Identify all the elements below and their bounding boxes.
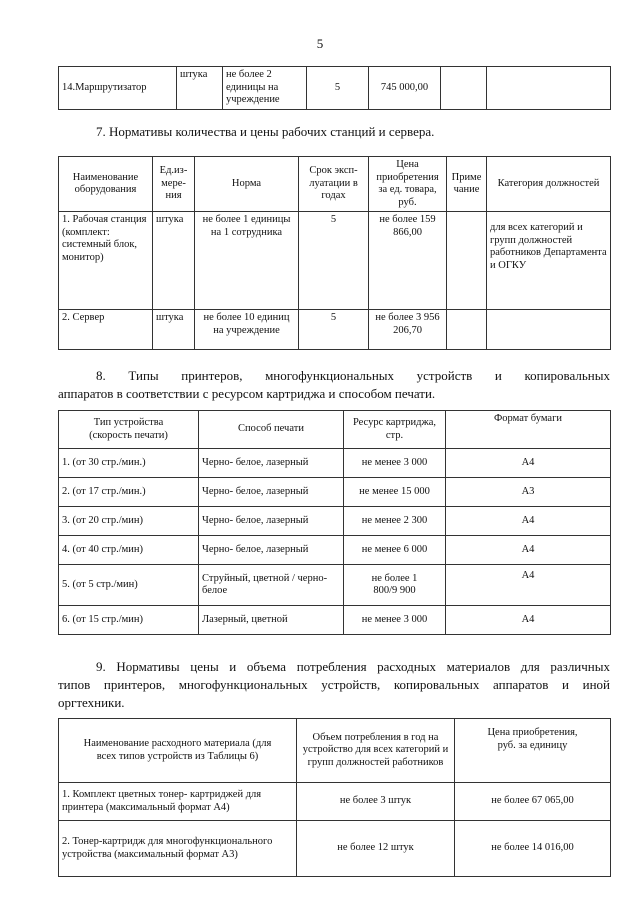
table-cell: штука — [153, 310, 195, 350]
column-header: Тип устройства (скорость печати) — [59, 411, 199, 449]
table-row — [59, 606, 611, 635]
router-category — [487, 67, 611, 110]
table-cell: не менее 3 000 — [344, 449, 446, 478]
table-cell: Черно- белое, лазерный — [199, 449, 344, 478]
router-name: 14.Маршрутизатор — [59, 67, 177, 110]
table-row — [59, 310, 611, 350]
table-row — [59, 449, 611, 478]
table-cell: 6. (от 15 стр./мин) — [59, 606, 199, 635]
column-header: Ресурс картриджа, стр. — [344, 411, 446, 449]
table-cell: 2. Тонер-картридж для многофункционального устройства (максимальный формат А3) — [59, 821, 297, 877]
table-cell: не менее 6 000 — [344, 536, 446, 565]
table-header-row — [59, 157, 611, 212]
table-cell: не более 67 065,00 — [455, 783, 611, 821]
table-cell — [447, 212, 487, 310]
router-term: 5 — [307, 67, 369, 110]
table-cell: не менее 15 000 — [344, 478, 446, 507]
table-cell: не более 3 956 206,70 — [369, 310, 447, 350]
table-row — [59, 478, 611, 507]
router-price: 745 000,00 — [369, 67, 441, 110]
table-row — [59, 67, 611, 110]
consumables-table — [58, 718, 611, 877]
table-cell: 1. Рабочая станция (комплект: системный блок, монитор) — [59, 212, 153, 310]
table-cell: не более 3 штук — [297, 783, 455, 821]
router-note — [441, 67, 487, 110]
table-row — [59, 821, 611, 877]
router-norm: не более 2 единицы на учреждение — [223, 67, 307, 110]
table-row — [59, 536, 611, 565]
table-cell: 5. (от 5 стр./мин) — [59, 565, 199, 606]
section8-title-line2: аппаратов в соответствии с ресурсом картриджа и способом печати. — [58, 386, 436, 401]
table-cell: не более 1 800/9 900 — [344, 565, 446, 606]
table-cell: штука — [153, 212, 195, 310]
table-cell: А4 — [446, 606, 611, 635]
table-row — [59, 212, 611, 310]
table-cell: Черно- белое, лазерный — [199, 536, 344, 565]
router-unit: штука — [177, 67, 223, 110]
table-cell: 2. (от 17 стр./мин.) — [59, 478, 199, 507]
column-header: Приме чание — [447, 157, 487, 212]
column-header: Способ печати — [199, 411, 344, 449]
router-table — [58, 66, 611, 110]
table-header-row — [59, 411, 611, 449]
table-cell — [487, 310, 611, 350]
column-header: Норма — [195, 157, 299, 212]
table-cell: 4. (от 40 стр./мин) — [59, 536, 199, 565]
table-cell: Струйный, цветной / черно- белое — [199, 565, 344, 606]
table-cell: не более 14 016,00 — [455, 821, 611, 877]
table-row — [59, 507, 611, 536]
table-cell: А4 — [446, 449, 611, 478]
section9-title-line3: оргтехники. — [58, 695, 125, 710]
table-cell: 5 — [299, 212, 369, 310]
table-cell: А4 — [446, 565, 611, 606]
table-cell: для всех категорий и групп должностей работников Департамента и ОГКУ — [487, 212, 611, 310]
column-header: Наименование расходного материала (для всех типов устройств из Таблицы 6) — [59, 719, 297, 783]
column-header: Срок эксп-луатации в годах — [299, 157, 369, 212]
table-row — [59, 783, 611, 821]
workstation-table — [58, 156, 611, 350]
section9-title-line1: 9. Нормативы цены и объема потребления расходных материалов для различных — [96, 659, 610, 674]
page-number: 5 — [316, 36, 324, 51]
column-header: Цена приобретения, руб. за единицу — [455, 719, 611, 783]
table-cell: не более 159 866,00 — [369, 212, 447, 310]
table-cell: 5 — [299, 310, 369, 350]
table-cell: Черно- белое, лазерный — [199, 478, 344, 507]
table-cell: не более 1 единицы на 1 сотрудника — [195, 212, 299, 310]
section7-title: 7. Нормативы количества и цены рабочих станций и сервера. — [96, 124, 435, 139]
table-cell: А3 — [446, 478, 611, 507]
table-cell: 3. (от 20 стр./мин) — [59, 507, 199, 536]
column-header: Формат бумаги — [446, 411, 611, 449]
printer-types-table — [58, 410, 611, 635]
table-cell: не менее 2 300 — [344, 507, 446, 536]
section8-title-line1: 8. Типы принтеров, многофункциональных устройств и копировальных — [96, 368, 610, 383]
table-cell: 1. (от 30 стр./мин.) — [59, 449, 199, 478]
table-header-row — [59, 719, 611, 783]
column-header: Наименование оборудования — [59, 157, 153, 212]
column-header: Категория должностей — [487, 157, 611, 212]
column-header: Цена приобретения за ед. товара, руб. — [369, 157, 447, 212]
table-cell: не более 12 штук — [297, 821, 455, 877]
table-cell — [447, 310, 487, 350]
table-cell: Черно- белое, лазерный — [199, 507, 344, 536]
table-cell: 1. Комплект цветных тонер- картриджей для принтера (максимальный формат А4) — [59, 783, 297, 821]
table-row — [59, 565, 611, 606]
column-header: Ед.из-мере-ния — [153, 157, 195, 212]
table-cell: не менее 3 000 — [344, 606, 446, 635]
table-cell: А4 — [446, 536, 611, 565]
table-cell: не более 10 единиц на учреждение — [195, 310, 299, 350]
section9-title-line2: типов принтеров, многофункциональных устройств, копировальных аппаратов и иной — [58, 677, 610, 692]
table-cell: 2. Сервер — [59, 310, 153, 350]
column-header: Объем потребления в год на устройство для всех категорий и групп должностей работников — [297, 719, 455, 783]
table-cell: Лазерный, цветной — [199, 606, 344, 635]
table-cell: А4 — [446, 507, 611, 536]
